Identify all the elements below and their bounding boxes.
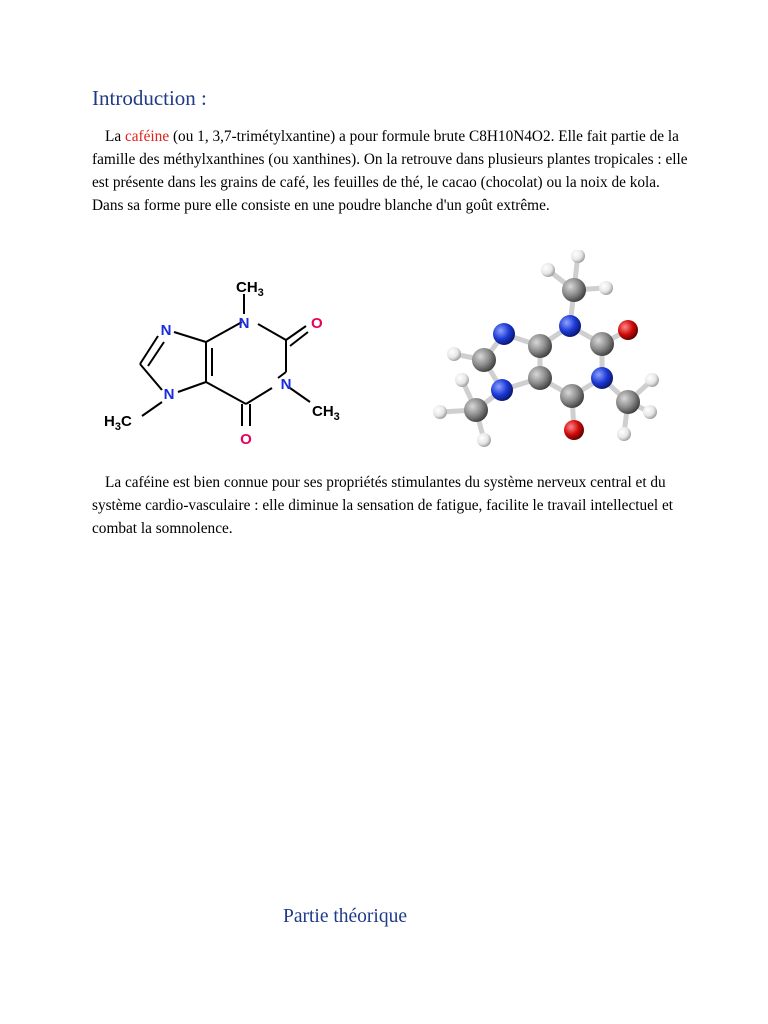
intro-paragraph-1 bbox=[92, 125, 692, 217]
n-left-label: N bbox=[160, 322, 172, 339]
o-top-label: O bbox=[311, 315, 323, 332]
n-top-label: N bbox=[238, 315, 250, 332]
n-right-label: N bbox=[280, 376, 292, 393]
o-bottom-label: O bbox=[240, 431, 252, 448]
caffeine-structural-formula bbox=[96, 270, 356, 450]
caffeine-ball-and-stick-model bbox=[428, 250, 668, 450]
partie-theorique-title: Partie théorique bbox=[283, 906, 407, 927]
h3c-left-label: $H_3C$ bbox=[104, 413, 132, 433]
introduction-heading: Introduction : bbox=[92, 86, 207, 110]
bond-lines bbox=[140, 294, 310, 426]
ch3-right-label: $CH_3$ bbox=[312, 403, 340, 423]
n-bottom-label: N bbox=[163, 386, 175, 403]
intro-paragraph-2 bbox=[92, 471, 692, 540]
cafeine-highlight: caféine bbox=[124, 128, 170, 145]
para1-lead: La bbox=[105, 128, 125, 145]
para2-text: La caféine est bien connue pour ses propriétés stimulantes du système nerveux central et du système cardio-vasculaire : elle diminue la sensation de fatigue, facilite le travail intellectuel et combat la somnolence. bbox=[92, 474, 674, 537]
ch3-top-label: $CH_3$ bbox=[236, 279, 264, 299]
model-nitrogen-atoms bbox=[491, 315, 613, 401]
para1-rest: (ou 1, 3,7-trimétylxantine) a pour formule brute C8H10N4O2. Elle fait partie de la famille des méthylxanthines (ou xanthines). On la retrouve dans plusieurs plantes tropicales : elle est présente dans les grains de café, les feuilles de thé, le cacao (chocolat) ou la noix de kola. Dans sa forme pure elle consiste en une poudre blanche d'un goût extrême. bbox=[92, 128, 688, 214]
